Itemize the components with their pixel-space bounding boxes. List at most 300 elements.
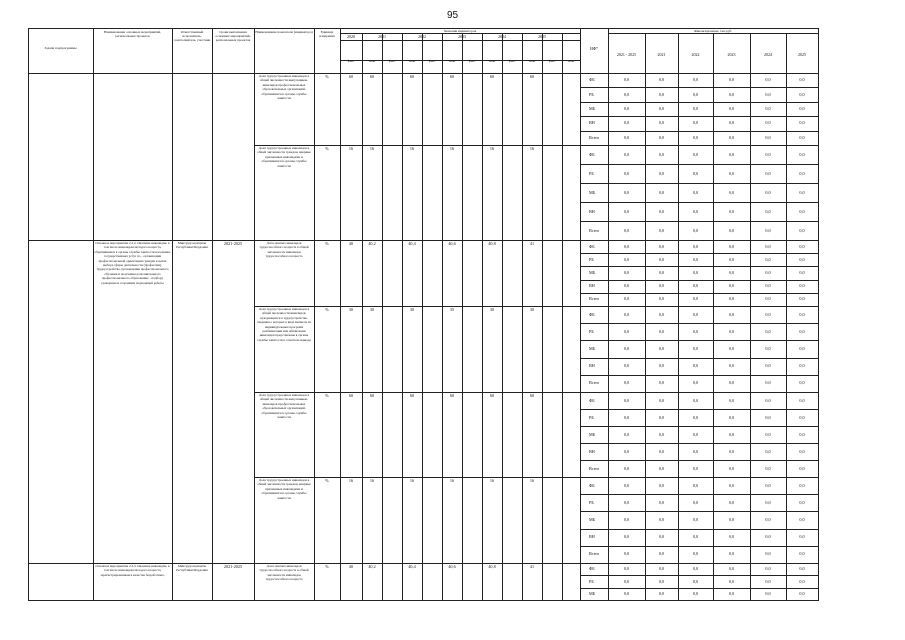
finance-value: 0,0 xyxy=(658,296,665,301)
finance-value: 0,0 xyxy=(765,152,771,157)
grid-line xyxy=(580,358,819,359)
finance-value: 0,0 xyxy=(658,329,665,334)
finance-value: 0,0 xyxy=(692,415,699,420)
finance-value: 0,0 xyxy=(623,257,630,262)
finance-value: 0,0 xyxy=(728,244,735,249)
finance-value: 0,0 xyxy=(728,398,735,403)
finance-value: 0,0 xyxy=(658,209,665,214)
grid-line xyxy=(713,33,714,600)
finance-value: 0,0 xyxy=(765,449,771,454)
indicator-subheader: план xyxy=(448,59,456,63)
source-label: Всего xyxy=(589,551,600,556)
finance-value: 0,0 xyxy=(728,228,735,233)
finance-value: 0,0 xyxy=(765,517,771,522)
indicator-value: 40 xyxy=(348,564,354,569)
finance-value: 0,0 xyxy=(623,135,630,140)
source-label: Всего xyxy=(589,466,600,471)
finance-value: 0,0 xyxy=(765,296,771,301)
grid-line xyxy=(542,33,543,600)
finance-value: 0,0 xyxy=(728,329,735,334)
finance-value: 0,0 xyxy=(728,257,735,262)
indicator-value: 60 xyxy=(489,74,495,79)
finance-value: 0,0 xyxy=(728,449,735,454)
finance-value: 0,0 xyxy=(728,363,735,368)
indicator-value: 16 xyxy=(348,146,354,151)
finance-value: 0,0 xyxy=(765,432,771,437)
indicator-value: 60 xyxy=(348,393,354,398)
grid-line xyxy=(750,33,751,600)
finance-value: 0,0 xyxy=(728,432,735,437)
finance-value: 0,0 xyxy=(692,329,699,334)
grid-line xyxy=(580,511,819,512)
indicator-value: 41 xyxy=(529,241,535,246)
finance-value: 0,0 xyxy=(728,500,735,505)
finance-value: 0,0 xyxy=(692,152,699,157)
grid-line xyxy=(786,33,787,600)
finance-value: 0,0 xyxy=(623,346,630,351)
finance-value: 0,0 xyxy=(728,209,735,214)
finance-value: 0,0 xyxy=(658,551,665,556)
indicator-value: 16 xyxy=(409,478,415,483)
finance-value: 0,0 xyxy=(692,363,699,368)
indicator-value: 16 xyxy=(529,478,535,483)
indicator-value: 60 xyxy=(489,393,495,398)
indicator-value: 16 xyxy=(529,146,535,151)
finance-value: 0,0 xyxy=(728,152,735,157)
finance-value: 0,0 xyxy=(799,466,805,471)
grid-line xyxy=(580,588,819,589)
indicator-subheader: факт xyxy=(347,59,355,63)
finance-value: 0,0 xyxy=(658,449,665,454)
finance-value: 0,0 xyxy=(658,312,665,317)
finance-value: 0,0 xyxy=(658,190,665,195)
finance-value: 0,0 xyxy=(728,296,735,301)
activity-term: 2021-2025 xyxy=(223,241,243,246)
finance-value: 0,0 xyxy=(623,591,630,596)
finance-value: 0,0 xyxy=(658,363,665,368)
finance-value: 0,0 xyxy=(799,244,805,249)
finance-value: 0,0 xyxy=(765,190,771,195)
finance-value: 0,0 xyxy=(799,190,805,195)
source-label: РБ xyxy=(589,415,594,420)
finance-value: 0,0 xyxy=(799,346,805,351)
indicator-value: 16 xyxy=(489,146,495,151)
grid-line xyxy=(580,87,819,88)
finance-value: 0,0 xyxy=(658,534,665,539)
indicator-subheader: план xyxy=(567,59,575,63)
finance-value: 0,0 xyxy=(692,566,699,571)
indicator-value: 40,2 xyxy=(368,564,376,569)
indicator-year-2022: 2022 xyxy=(418,34,426,39)
finance-value: 0,0 xyxy=(658,171,665,176)
finance-year-header: 2023 xyxy=(727,52,736,57)
finance-value: 0,0 xyxy=(799,579,805,584)
finance-value: 0,0 xyxy=(799,591,805,596)
finance-value: 0,0 xyxy=(765,398,771,403)
grid-line xyxy=(522,33,523,600)
grid-line xyxy=(28,73,819,74)
grid-line xyxy=(580,116,819,117)
grid-line xyxy=(580,409,819,410)
finance-value: 0,0 xyxy=(692,296,699,301)
source-label: МБ xyxy=(589,517,596,522)
indicator-value: 60 xyxy=(529,74,535,79)
finance-value: 0,0 xyxy=(728,591,735,596)
grid-line xyxy=(362,33,363,600)
finance-value: 0,0 xyxy=(623,551,630,556)
finance-value: 0,0 xyxy=(728,579,735,584)
finance-value: 0,0 xyxy=(728,415,735,420)
grid-line xyxy=(580,443,819,444)
finance-value: 0,0 xyxy=(623,106,630,111)
finance-value: 0,0 xyxy=(692,517,699,522)
finance-value: 0,0 xyxy=(765,77,771,82)
source-label: ВН xyxy=(589,283,595,288)
indicators-title: Значения индикаторов xyxy=(443,29,477,33)
finance-value: 0,0 xyxy=(799,449,805,454)
finance-value: 0,0 xyxy=(658,106,665,111)
finance-value: 0,0 xyxy=(692,398,699,403)
grid-line xyxy=(580,460,819,461)
finance-value: 0,0 xyxy=(692,209,699,214)
indicator-year-2025: 2025 xyxy=(538,34,546,39)
finance-value: 0,0 xyxy=(765,500,771,505)
grid-line xyxy=(212,28,213,600)
finance-value: 0,0 xyxy=(728,534,735,539)
source-label: ФБ xyxy=(589,398,595,403)
finance-value: 0,0 xyxy=(799,135,805,140)
unit-cell: % xyxy=(325,564,329,569)
grid-line xyxy=(580,340,819,341)
grid-line xyxy=(482,33,483,600)
grid-line xyxy=(580,426,819,427)
finance-value: 0,0 xyxy=(765,466,771,471)
finance-value: 0,0 xyxy=(623,432,630,437)
finance-value: 0,0 xyxy=(623,190,630,195)
finance-value: 0,0 xyxy=(728,77,735,82)
finance-value: 0,0 xyxy=(658,152,665,157)
indicator-subheader: факт xyxy=(388,59,396,63)
indicator-value: 60 xyxy=(369,393,375,398)
page-number: 95 xyxy=(446,10,459,21)
finance-value: 0,0 xyxy=(765,483,771,488)
indicator-subheader: план xyxy=(488,59,496,63)
finance-value: 0,0 xyxy=(765,329,771,334)
finance-value: 0,0 xyxy=(728,171,735,176)
indicator-name: Доля трудоустроенных инвалидов в общей численности инвалидов, нуждающихся в трудоустройстве, сведения о которых в виде выписок из индивидуальных программ реабилитации или абилитации инвалидов представлены в органы службы занятости в отчетном периоде xyxy=(257,307,311,342)
finance-value: 0,0 xyxy=(799,270,805,275)
grid-line xyxy=(580,546,819,547)
finance-value: 0,0 xyxy=(692,500,699,505)
finance-value: 0,0 xyxy=(765,283,771,288)
indicator-value: 40,8 xyxy=(488,241,496,246)
grid-line xyxy=(580,375,819,376)
finance-value: 0,0 xyxy=(799,551,805,556)
source-label: ФБ xyxy=(589,312,595,317)
grid-line xyxy=(580,102,819,103)
indicator-value: 40 xyxy=(348,241,354,246)
finance-value: 0,0 xyxy=(728,551,735,556)
finance-value: 0,0 xyxy=(658,415,665,420)
finance-value: 0,0 xyxy=(799,228,805,233)
finance-value: 0,0 xyxy=(658,432,665,437)
finance-year-header: 2024 xyxy=(764,52,772,57)
activity-name: Основное мероприятие 2.2.3. Оказание инвалидам, в том числе инвалидам молодого возраста, зарегистрированным в качестве безработных, xyxy=(95,564,170,577)
finance-value: 0,0 xyxy=(728,466,735,471)
finance-value: 0,0 xyxy=(799,257,805,262)
indicator-subheader: факт xyxy=(468,59,476,63)
source-label: Всего xyxy=(589,296,600,301)
finance-value: 0,0 xyxy=(799,534,805,539)
indicator-value: 40,8 xyxy=(488,564,496,569)
finance-value: 0,0 xyxy=(658,228,665,233)
grid-line xyxy=(580,293,819,294)
finance-value: 0,0 xyxy=(692,346,699,351)
finance-value: 0,0 xyxy=(658,579,665,584)
finance-value: 0,0 xyxy=(799,77,805,82)
indicator-value: 60 xyxy=(409,74,415,79)
grid-line xyxy=(580,253,819,254)
finance-value: 0,0 xyxy=(799,120,805,125)
finance-value: 0,0 xyxy=(658,566,665,571)
indicator-value: 60 xyxy=(529,393,535,398)
source-label: РБ xyxy=(589,579,594,584)
finance-value: 0,0 xyxy=(658,92,665,97)
finance-value: 0,0 xyxy=(799,152,805,157)
finance-value: 0,0 xyxy=(623,209,630,214)
finance-value: 0,0 xyxy=(692,120,699,125)
source-label: ВН xyxy=(589,363,595,368)
finance-value: 0,0 xyxy=(623,312,630,317)
indicator-subheader: план xyxy=(528,59,536,63)
indicator-value: 40,2 xyxy=(368,241,376,246)
finance-value: 0,0 xyxy=(799,432,805,437)
finance-value: 0,0 xyxy=(728,270,735,275)
finance-value: 0,0 xyxy=(765,551,771,556)
finance-value: 0,0 xyxy=(692,244,699,249)
grid-line xyxy=(818,28,819,600)
finance-value: 0,0 xyxy=(658,120,665,125)
indicator-value: 60 xyxy=(449,393,455,398)
grid-line xyxy=(580,202,819,203)
unit-cell: % xyxy=(325,393,329,398)
finance-value: 0,0 xyxy=(799,380,805,385)
indicator-value: 40,6 xyxy=(448,241,456,246)
finance-value: 0,0 xyxy=(728,380,735,385)
finance-value: 0,0 xyxy=(623,120,630,125)
unit-cell: % xyxy=(325,146,329,151)
indicator-name: Доля трудоустроенных инвалидов в общей численности граждан, впервые признанных инвалидами и обратившихся в органы службы занятости xyxy=(257,478,311,500)
grid-line xyxy=(172,28,173,600)
finance-value: 0,0 xyxy=(623,363,630,368)
finance-value: 0,0 xyxy=(765,312,771,317)
grid-line xyxy=(442,33,443,600)
finance-value: 0,0 xyxy=(658,500,665,505)
indicator-name: Доля трудоустроенных инвалидов в общей численности выпускников-инвалидов профессиональных образовательных организаций, обратившихся в органы службы занятости xyxy=(258,393,310,420)
finance-value: 0,0 xyxy=(799,566,805,571)
grid-line xyxy=(580,323,819,324)
source-label: ФБ xyxy=(589,152,595,157)
finance-value: 0,0 xyxy=(765,566,771,571)
indicator-subheader: факт xyxy=(428,59,436,63)
source-label: ВН xyxy=(589,449,595,454)
finance-value: 0,0 xyxy=(728,566,735,571)
finance-value: 0,0 xyxy=(658,270,665,275)
finance-value: 0,0 xyxy=(623,329,630,334)
grid-line xyxy=(580,575,819,576)
finance-value: 0,0 xyxy=(799,415,805,420)
indicator-subheader: план xyxy=(408,59,416,63)
finance-year-header: 2021 xyxy=(657,52,666,57)
finance-value: 0,0 xyxy=(728,120,735,125)
indicator-value: 40,6 xyxy=(448,564,456,569)
finance-value: 0,0 xyxy=(765,171,771,176)
finance-value: 0,0 xyxy=(658,135,665,140)
source-label: МБ xyxy=(589,591,596,596)
grid-line xyxy=(645,33,646,600)
finance-value: 0,0 xyxy=(765,106,771,111)
indicator-value: 16 xyxy=(449,146,455,151)
finance-value: 0,0 xyxy=(765,363,771,368)
source-label: МБ xyxy=(589,346,596,351)
unit-cell: % xyxy=(325,307,329,312)
activity-name: Основное мероприятие 2.2.2. Оказание инвалидам, в том числе инвалидам молодого возраста, обратившимся в органы службы занятости населения, государственных услуг по - организации профессиональной ориентации граждан в целях выбора сферы деятельности (профессии), трудоустройства, прохождения профессионального обучения и получения дополнительного профессионального образования; - подбору гражданам и сторонним подходящей работы xyxy=(94,241,171,285)
indicator-value: 16 xyxy=(489,478,495,483)
indicator-value: 60 xyxy=(449,74,455,79)
finance-value: 0,0 xyxy=(728,106,735,111)
finance-value: 0,0 xyxy=(799,312,805,317)
indicator-year-2021: 2021 xyxy=(378,34,386,39)
source-label: РБ xyxy=(589,500,594,505)
header-col2: Наименование основных мероприятий, региональных проектов xyxy=(104,30,161,38)
finance-value: 0,0 xyxy=(692,106,699,111)
indicator-year-2020: 2020 xyxy=(347,34,355,39)
finance-value: 0,0 xyxy=(765,270,771,275)
finance-value: 0,0 xyxy=(799,398,805,403)
finance-value: 0,0 xyxy=(623,500,630,505)
finance-value: 0,0 xyxy=(623,566,630,571)
finance-value: 0,0 xyxy=(658,398,665,403)
indicator-value: 30 xyxy=(409,307,415,312)
finance-value: 0,0 xyxy=(658,517,665,522)
finance-value: 0,0 xyxy=(623,152,630,157)
finance-value: 0,0 xyxy=(728,346,735,351)
grid-line xyxy=(462,33,463,600)
grid-line xyxy=(580,280,819,281)
indicator-name: Доля трудоустроенных инвалидов в общей численности граждан, впервые признанных инвалидами и обратившихся в органы службы занятости xyxy=(257,146,311,168)
finance-value: 0,0 xyxy=(623,380,630,385)
indicator-year-2024: 2024 xyxy=(498,34,506,39)
source-label: ФБ xyxy=(589,77,595,82)
unit-cell: % xyxy=(325,241,329,246)
grid-line xyxy=(580,183,819,184)
grid-line xyxy=(340,40,580,41)
finance-year-header: 2025 xyxy=(798,52,806,57)
finance-value: 0,0 xyxy=(728,190,735,195)
indicator-value: 60 xyxy=(348,74,354,79)
finance-value: 0,0 xyxy=(799,329,805,334)
indicator-value: 16 xyxy=(348,478,354,483)
finance-value: 0,0 xyxy=(692,551,699,556)
indicator-value: 30 xyxy=(348,307,354,312)
finance-value: 0,0 xyxy=(623,171,630,176)
indicator-value: 16 xyxy=(369,146,375,151)
finance-value: 0,0 xyxy=(692,591,699,596)
indicator-name: Доля трудоустроенных инвалидов в общей численности выпускников-инвалидов профессиональных образовательных организаций, обратившихся в органы службы занятости xyxy=(258,74,310,101)
finance-value: 0,0 xyxy=(623,534,630,539)
finance-value: 0,0 xyxy=(658,483,665,488)
finance-value: 0,0 xyxy=(692,534,699,539)
finance-value: 0,0 xyxy=(692,228,699,233)
finance-value: 0,0 xyxy=(692,432,699,437)
header-col6: Единица измерения xyxy=(319,30,335,38)
finance-value: 0,0 xyxy=(728,283,735,288)
indicator-subheader: факт xyxy=(548,59,556,63)
indicator-value: 40,4 xyxy=(408,241,416,246)
grid-line xyxy=(314,28,315,600)
finance-value: 0,0 xyxy=(692,135,699,140)
finance-value: 0,0 xyxy=(692,380,699,385)
finance-value: 0,0 xyxy=(765,415,771,420)
finance-value: 0,0 xyxy=(692,483,699,488)
indicator-value: 60 xyxy=(369,74,375,79)
finance-value: 0,0 xyxy=(623,466,630,471)
finance-value: 0,0 xyxy=(765,346,771,351)
finance-value: 0,0 xyxy=(728,517,735,522)
indicator-year-2023: 2023 xyxy=(458,34,466,39)
finance-value: 0,0 xyxy=(728,135,735,140)
finance-value: 0,0 xyxy=(692,579,699,584)
finance-value: 0,0 xyxy=(799,283,805,288)
finance-value: 0,0 xyxy=(692,283,699,288)
finance-value: 0,0 xyxy=(692,77,699,82)
finance-value: 0,0 xyxy=(799,106,805,111)
finance-value: 0,0 xyxy=(623,449,630,454)
finance-value: 0,0 xyxy=(623,398,630,403)
finance-value: 0,0 xyxy=(765,135,771,140)
finance-year-header: 2022 xyxy=(691,52,700,57)
finance-value: 0,0 xyxy=(765,244,771,249)
finance-value: 0,0 xyxy=(799,296,805,301)
finance-value: 0,0 xyxy=(799,517,805,522)
finance-value: 0,0 xyxy=(799,171,805,176)
grid-line xyxy=(28,600,819,601)
finance-value: 0,0 xyxy=(765,579,771,584)
indicator-value: 41 xyxy=(529,564,535,569)
finance-value: 0,0 xyxy=(799,363,805,368)
indicator-name: Доля занятых инвалидов трудоспособного возраста в общей численности инвалидов трудоспособного возраста xyxy=(259,241,309,259)
grid-line xyxy=(678,33,679,600)
source-label: РБ xyxy=(589,92,594,97)
header-col1: Задачи подпрограммы xyxy=(44,46,77,50)
grid-line xyxy=(502,33,503,600)
finance-value: 0,0 xyxy=(728,312,735,317)
indicator-value: 16 xyxy=(449,478,455,483)
indicator-value: 30 xyxy=(369,307,375,312)
indicator-value: 16 xyxy=(369,478,375,483)
finance-value: 0,0 xyxy=(692,312,699,317)
source-label: МБ xyxy=(589,432,596,437)
grid-line xyxy=(580,494,819,495)
indicator-value: 16 xyxy=(409,146,415,151)
grid-line xyxy=(340,28,341,600)
header-col5: Наименование показателя (индикатора) xyxy=(255,30,313,34)
source-label: МБ xyxy=(589,190,596,195)
indicator-value: 40,4 xyxy=(408,564,416,569)
grid-line xyxy=(28,28,29,600)
finance-value: 0,0 xyxy=(765,534,771,539)
header-col4: Сроки выполнения основных мероприятий, региональных проектов xyxy=(215,30,251,42)
